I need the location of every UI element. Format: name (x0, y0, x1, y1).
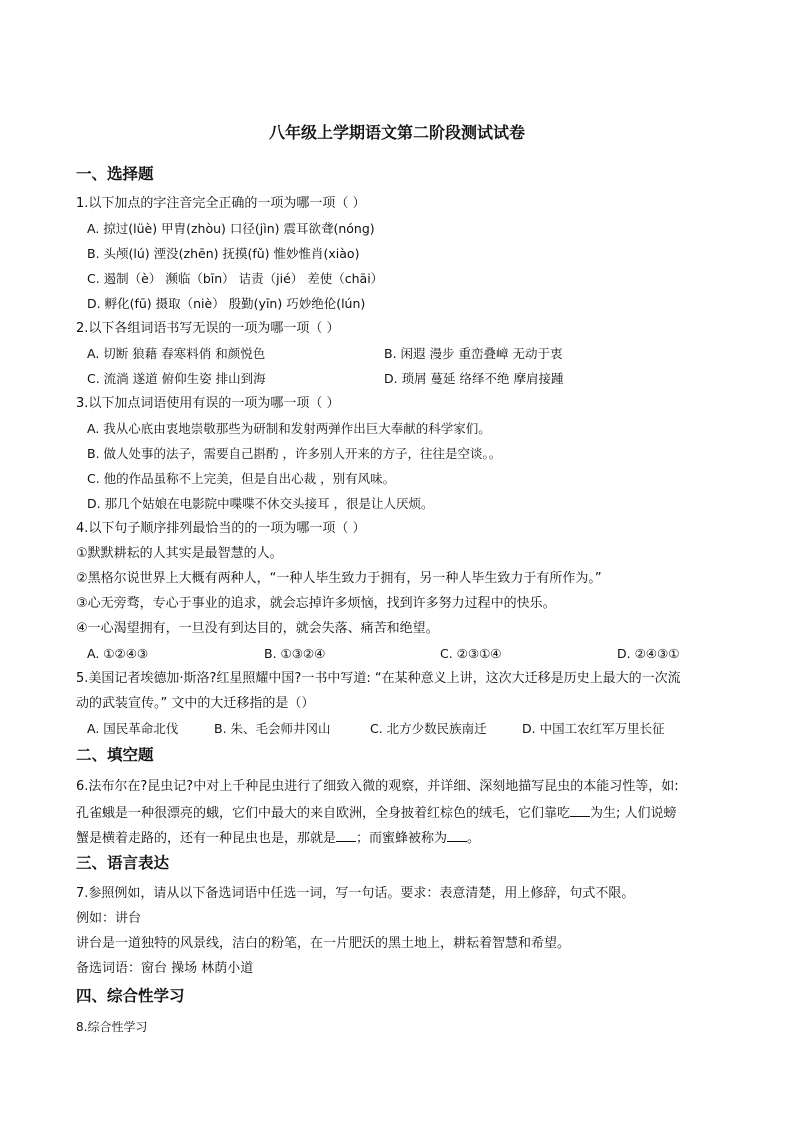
question-4-sentence-2: ②黑格尔说世界上大概有两种人，“一种人毕生致力于拥有，另一种人毕生致力于有所作为。” (76, 571, 602, 586)
section-heading-fill-blank: 二、填空题 (76, 746, 154, 764)
question-4-option-b: B. ①③②④ (264, 646, 326, 661)
question-3-stem: 3.以下加点词语使用有误的一项为哪一项（ ） (76, 396, 340, 411)
question-1-option-d: D. 孵化(fū) 摄取（niè） 殷勤(yīn) 巧妙绝伦(lún) (87, 296, 366, 311)
question-4-option-a: A. ①②④③ (87, 646, 149, 661)
question-6-line-3 (76, 828, 480, 848)
question-1-option-b: B. 头颅(lú) 湮没(zhēn) 抚摸(fǔ) 惟妙惟肖(xiào) (87, 246, 360, 261)
question-7-example-label: 例如：讲台 (76, 911, 142, 926)
question-2-option-b: B. 闲遐 漫步 重峦叠嶂 无动于衷 (384, 346, 563, 361)
question-4-option-c: C. ②③①④ (440, 646, 502, 661)
question-6-line-2 (76, 803, 677, 823)
question-7-example-sentence: 讲台是一道独特的风景线，洁白的粉笔，在一片肥沃的黑土地上，耕耘着智慧和希望。 (76, 936, 571, 951)
question-8-label: 8.综合性学习 (76, 1020, 148, 1034)
question-6-text-2b: 为生; 人们说螃 (590, 806, 677, 821)
question-2-option-a: A. 切断 狼藉 春寒料俏 和颜悦色 (87, 346, 266, 361)
question-3-option-b: B. 做人处事的法子，需要自己斟酌 ，许多别人开来的方子，往往是空谈。。 (87, 446, 502, 461)
question-6-text-3c: 。 (467, 831, 481, 846)
question-7-line-1: 7.参照例如，请从以下备选词语中任选一词，写一句话。要求：表意清楚，用上修辞，句式不限。 (76, 886, 635, 901)
answer-blank[interactable] (570, 803, 590, 817)
page-title: 八年级上学期语文第二阶段测试试卷 (268, 123, 525, 142)
question-5-option-d: D. 中国工农红军万里长征 (522, 721, 665, 736)
question-7-candidate-words: 备选词语：窗台 操场 林荫小道 (76, 961, 254, 976)
question-6-line-1: 6.法布尔在?昆虫记?中对上千种昆虫进行了细致入微的观察，并详细、深刻地描写昆虫的本能习性等，如: (76, 779, 679, 794)
question-4-sentence-1: ①默默耕耘的人其实是最智慧的人。 (76, 546, 283, 561)
question-6-text-3b: ；而蜜蜂被称为 (356, 831, 448, 846)
answer-blank[interactable] (336, 828, 356, 842)
question-6-text-3a: 蟹是横着走路的，还有一种昆虫也是，那就是 (76, 831, 337, 846)
question-2-stem: 2.以下各组词语书写无误的一项为哪一项（ ） (76, 321, 340, 336)
question-5-stem-line-2: 动的武装宣传。” 文中的大迁移指的是（） (76, 696, 315, 711)
question-3-option-c: C. 他的作品虽称不上完美，但是自出心裁 ，别有风味。 (87, 471, 396, 486)
question-2-option-c: C. 流淌 遂道 俯仰生姿 排山到海 (87, 371, 266, 386)
question-3-option-d: D. 那几个姑娘在电影院中喋喋不休交头接耳 ，很是让人厌烦。 (87, 496, 434, 511)
question-4-sentence-4: ④一心渴望拥有，一旦没有到达目的，就会失落、痛苦和绝望。 (76, 621, 439, 636)
question-6-text-2a: 孔雀蛾是一种很漂亮的蛾，它们中最大的来自欧洲，全身披着红棕色的绒毛，它们靠吃 (76, 806, 571, 821)
question-4-sentence-3: ③心无旁骛，专心于事业的追求，就会忘掉许多烦恼，找到许多努力过程中的快乐。 (76, 596, 556, 611)
question-3-option-a: A. 我从心底由衷地崇敬那些为研制和发射两弹作出巨大奉献的科学家们。 (87, 421, 491, 436)
question-1-stem: 1.以下加点的字注音完全正确的一项为哪一项（ ） (76, 196, 366, 211)
question-4-stem: 4.以下句子顺序排列最恰当的的一项为哪一项（ ） (76, 521, 366, 536)
question-1-option-c: C. 遏制（è） 濒临（bīn） 诘责（jié） 差使（chāi） (87, 271, 384, 286)
answer-blank[interactable] (447, 828, 467, 842)
section-heading-choice: 一、选择题 (76, 165, 154, 183)
section-heading-comprehensive-study: 四、综合性学习 (76, 987, 185, 1005)
question-5-option-c: C. 北方少数民族南迁 (370, 721, 487, 736)
question-5-option-b: B. 朱、毛会师井冈山 (214, 721, 331, 736)
question-5-option-a: A. 国民革命北伐 (87, 721, 179, 736)
section-heading-language-expression: 三、语言表达 (76, 854, 170, 872)
question-2-option-d: D. 琐屑 蔓延 络绎不绝 摩肩接踵 (384, 371, 564, 386)
question-5-stem-line-1: 5.美国记者埃德加·斯洛?红星照耀中国?一书中写道: “在某种意义上讲，这次大迁移是历史上最大的一次流 (76, 671, 681, 686)
question-4-option-d: D. ②④③① (617, 646, 680, 661)
question-1-option-a: A. 掠过(lüè) 甲胄(zhòu) 口径(jìn) 震耳欲聋(nóng) (87, 221, 375, 236)
